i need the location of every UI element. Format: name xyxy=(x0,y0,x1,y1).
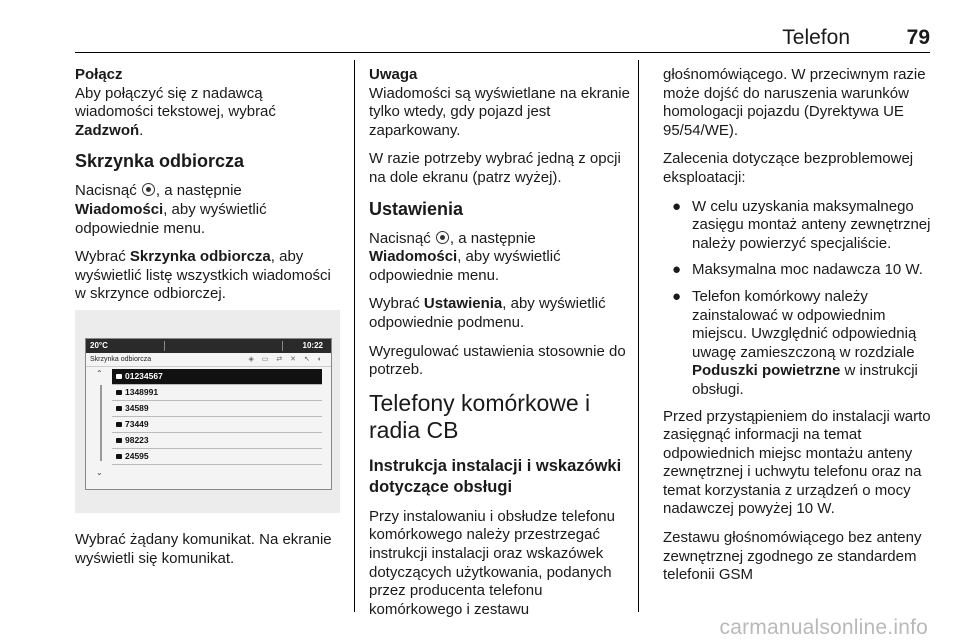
list-item-text: W celu uzyskania maksymalnego zasięgu montaż anteny zewnętrznej należy powierzyć specjaliście. xyxy=(692,197,931,252)
connect-period: . xyxy=(139,121,144,139)
page-header xyxy=(75,26,930,50)
screen-scrollbar xyxy=(96,369,106,477)
home-icon xyxy=(142,183,155,196)
settings-p2-text-a: Wybrać xyxy=(369,295,420,313)
inbox-heading: Skrzynka odbiorcza xyxy=(75,151,245,172)
settings-paragraph-3: Wyregulować ustawienia stosownie do potrzeb. xyxy=(369,342,626,379)
message-icon xyxy=(116,422,122,427)
inbox-p1-text-c: , aby wyświetlić odpowiednie menu. xyxy=(75,200,267,237)
list-item xyxy=(663,288,935,400)
connect-paragraph xyxy=(75,66,343,140)
install-paragraph: Przy instalowaniu i obsłudze telefonu komórkowego należy przestrzegać instrukcji instalacji oraz wskazówek dotyczących użytkowania, podanych przez producenta telefonu komórkowego i zestawu xyxy=(369,507,615,618)
status-separator xyxy=(164,341,165,351)
inbox-p1-text-b: , a następnie xyxy=(155,182,242,200)
inbox-p2-text-a: Wybrać xyxy=(75,248,126,266)
screen-title: Skrzynka odbiorcza xyxy=(90,356,152,363)
watermark: carmanualsonline.info xyxy=(719,616,928,639)
settings-p2-text-b: , aby wyświetlić odpowiednie podmenu. xyxy=(369,295,606,331)
message-row xyxy=(112,433,322,449)
scroll-down-icon: ⌄ xyxy=(96,468,103,477)
settings-p1-bold: Wiadomości xyxy=(369,248,458,266)
cb-heading: Telefony komórkowe i radia CB xyxy=(369,389,591,443)
figure-caption: Wybrać żądany komunikat. Na ekranie wyświetli się komunikat. xyxy=(75,531,332,567)
list-item-text-end: w instrukcji obsługi. xyxy=(692,362,918,398)
recommendations-intro: Zalecenia dotyczące bezproblemowej eksploatacji: xyxy=(663,150,914,186)
list-item-bold: Poduszki powietrzne xyxy=(692,362,841,380)
message-sender: 01234567 xyxy=(125,371,163,381)
installation-paragraph: Przed przystąpieniem do instalacji warto zasięgnąć informacji na temat odpowiednich miejsc montażu anteny zewnętrznej i uchwytu telefonu oraz na temat korzystania z urządzeń o mocy nadawczej powyżej 10 W. xyxy=(663,407,931,518)
inbox-p1-bold: Wiadomości xyxy=(75,200,164,218)
message-icon xyxy=(116,438,122,443)
note-block xyxy=(369,66,634,140)
screen-status-bar xyxy=(86,339,331,353)
message-row xyxy=(112,385,322,401)
bullet-icon: ● xyxy=(672,261,682,279)
column-divider-1 xyxy=(354,60,355,612)
status-icons: ◈ ▭ ⇄ ✕ ↖ ◐ xyxy=(248,356,325,363)
message-icon xyxy=(116,390,122,395)
settings-paragraph-2 xyxy=(369,295,634,332)
inbox-paragraph-1 xyxy=(75,182,343,238)
inbox-p2-bold: Skrzynka odbiorcza xyxy=(129,248,271,266)
settings-heading: Ustawienia xyxy=(369,198,464,219)
message-sender: 1348991 xyxy=(125,387,159,397)
column-divider-2 xyxy=(638,60,639,612)
settings-p1-text-b: , a następnie xyxy=(449,229,536,247)
status-separator xyxy=(282,341,283,351)
homologation-paragraph: głośnomówiącego. W przeciwnym razie może dojść do naruszenia warunków homologacji pojazdu (Dyrektywa UE 95/54/WE). xyxy=(663,66,926,139)
install-heading: Instrukcja instalacji i wskazówki dotyczące obsługi xyxy=(369,456,622,496)
message-icon xyxy=(116,454,122,459)
bullet-icon: ● xyxy=(672,287,682,305)
message-icon xyxy=(116,374,122,379)
message-list xyxy=(112,369,322,465)
inbox-p1-text-a: Nacisnąć xyxy=(75,182,137,200)
list-item-text: Maksymalna moc nadawcza 10 W. xyxy=(692,261,923,279)
connect-bold: Zadzwoń xyxy=(75,121,140,139)
list-item-text: Telefon komórkowy należy zainstalować w odpowiednim miejscu. Uwzględnić odpowiednią uwagę zamieszczoną w rozdziale xyxy=(692,287,917,361)
caption-block xyxy=(75,531,343,578)
scroll-track xyxy=(100,385,102,461)
scroll-up-icon: ⌃ xyxy=(96,369,103,378)
settings-p1-text-c: , aby wyświetlić odpowiednie menu. xyxy=(369,248,561,284)
list-item xyxy=(663,198,935,254)
message-row xyxy=(112,401,322,417)
running-title: Telefon xyxy=(782,26,850,49)
connect-heading: Połącz xyxy=(75,66,123,83)
settings-paragraph-1 xyxy=(369,230,634,286)
options-paragraph: W razie potrzeby wybrać jedną z opcji na dole ekranu (patrz wyżej). xyxy=(369,150,621,186)
connect-text: Aby połączyć się z nadawcą wiadomości tekstowej, wybrać xyxy=(75,84,276,121)
home-icon xyxy=(436,231,449,244)
middle-column xyxy=(369,66,634,629)
infotainment-screen xyxy=(85,338,332,490)
header-rule xyxy=(75,52,930,53)
message-row xyxy=(112,417,322,433)
note-label: Uwaga xyxy=(369,66,418,83)
screen-clock: 10:22 xyxy=(302,341,323,350)
note-text: Wiadomości są wyświetlane na ekranie tylko wtedy, gdy pojazd jest zaparkowany. xyxy=(369,84,630,139)
screen-title-bar xyxy=(86,353,331,367)
right-column xyxy=(663,66,935,595)
bullet-icon: ● xyxy=(672,197,682,215)
recommendations-list xyxy=(663,198,935,400)
page-number: 79 xyxy=(906,26,930,49)
message-row xyxy=(112,449,322,465)
message-sender: 73449 xyxy=(125,419,149,429)
message-sender: 24595 xyxy=(125,451,149,461)
handsfree-paragraph: Zestawu głośnomówiącego bez anteny zewnętrznej zgodnego ze standardem telefonii GSM xyxy=(663,529,922,584)
settings-p1-text-a: Nacisnąć xyxy=(369,229,431,247)
message-icon xyxy=(116,406,122,411)
message-sender: 98223 xyxy=(125,435,149,445)
message-sender: 34589 xyxy=(125,403,149,413)
screen-photo xyxy=(75,310,340,513)
left-column xyxy=(75,66,343,314)
screen-temperature: 20°C xyxy=(90,341,108,350)
inbox-paragraph-2 xyxy=(75,248,343,304)
settings-p2-bold: Ustawienia xyxy=(423,295,503,313)
message-row xyxy=(112,369,322,385)
list-item xyxy=(663,261,935,280)
inbox-p2-text-b: , aby wyświetlić listę wszystkich wiadomości w skrzynce odbiorczej. xyxy=(75,248,331,303)
